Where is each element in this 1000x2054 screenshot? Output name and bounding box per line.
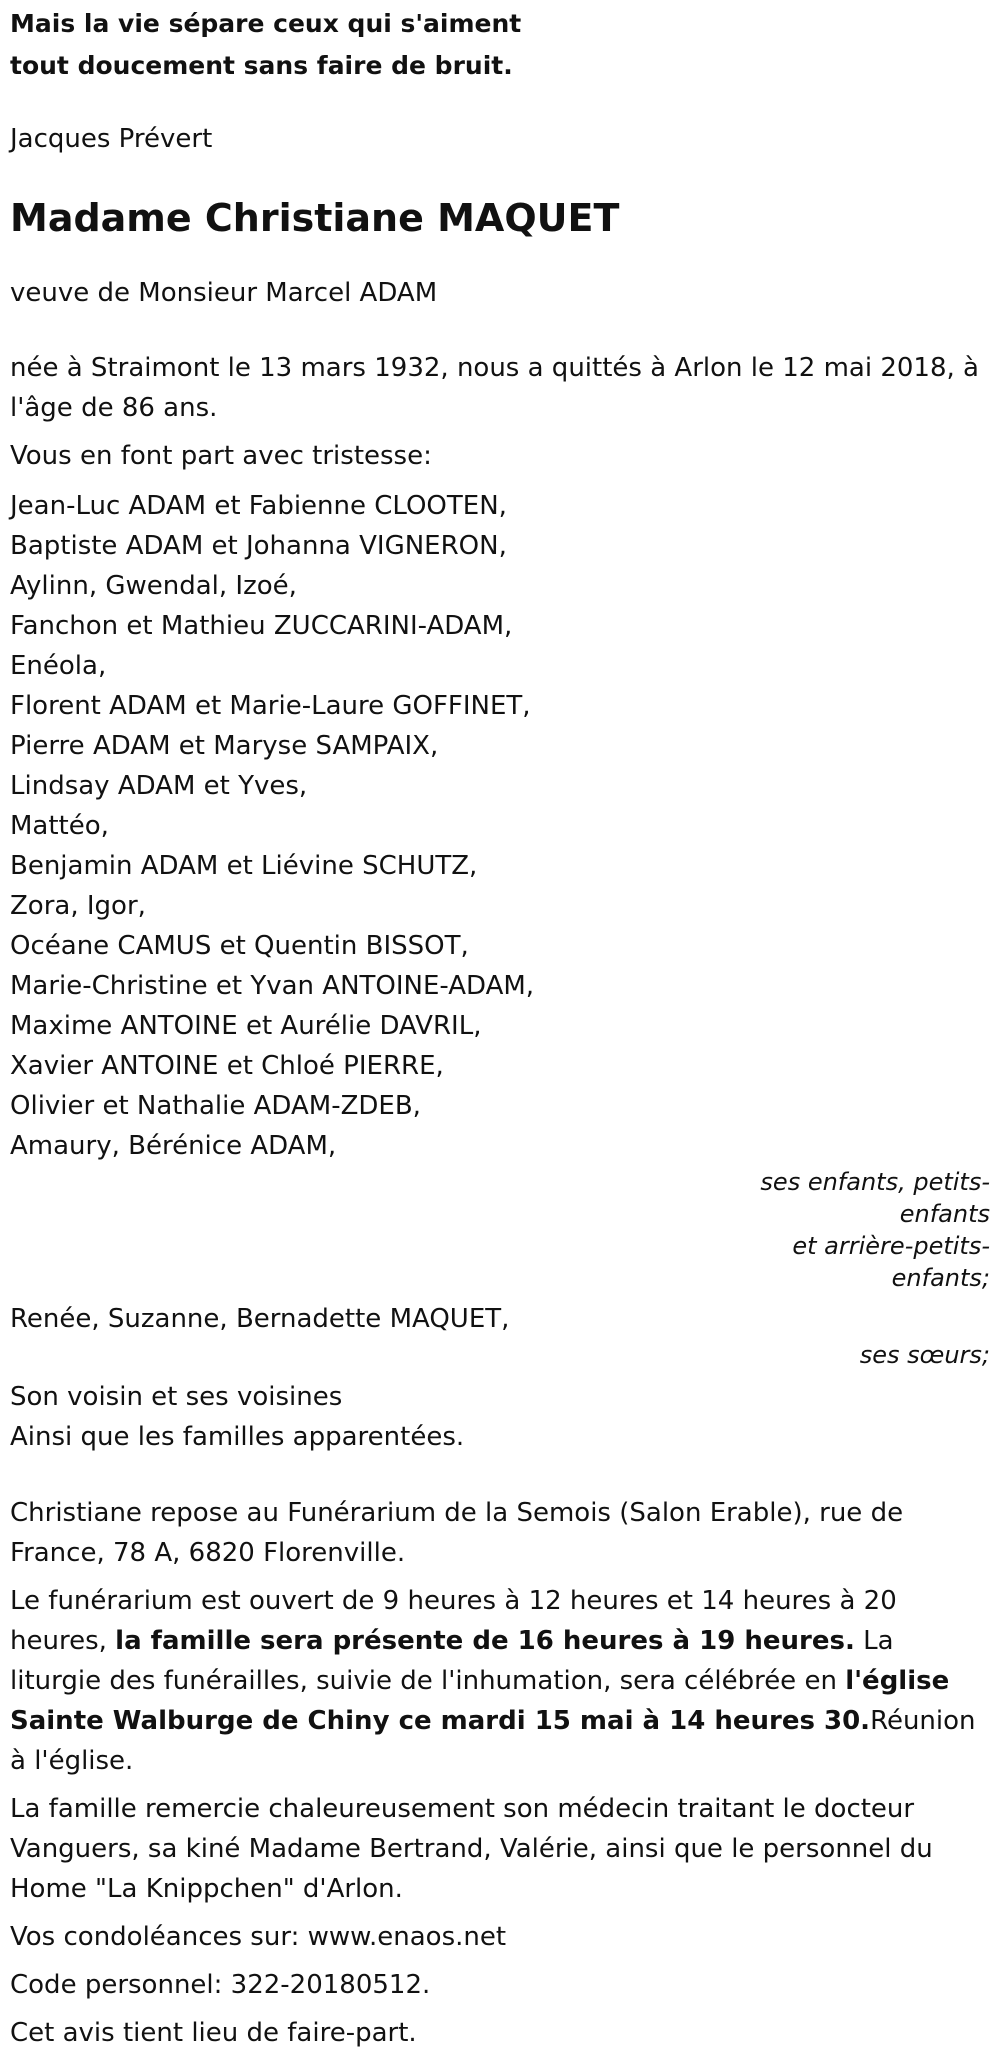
family-list: [10, 486, 990, 1166]
obituary-notice: [10, 0, 990, 2053]
personal-code: Code personnel: 322-20180512.: [10, 1970, 431, 2000]
funeral-liturgy: La liturgie des funérailles, suivie de l'inhumation, sera célébrée en: [10, 1626, 894, 1696]
poem-quote: [10, 3, 990, 87]
family-member: Marie-Christine et Yvan ANTOINE-ADAM,: [10, 971, 535, 1001]
family-member: Florent ADAM et Marie-Laure GOFFINET,: [10, 691, 531, 721]
condolences-info: Vos condoléances sur: www.enaos.net: [10, 1922, 507, 1952]
repose-info: Christiane repose au Funérarium de la Semois (Salon Erable), rue de France, 78 A, 6820 Florenville.: [10, 1498, 904, 1568]
family-member: Enéola,: [10, 651, 107, 681]
family-presence: la famille sera présente de 16 heures à 19 heures.: [115, 1626, 855, 1656]
announce-line: Vous en font part avec tristesse:: [10, 441, 432, 471]
family-member: Olivier et Nathalie ADAM-ZDEB,: [10, 1091, 421, 1121]
relation-children-line-3: et arrière-petits-: [792, 1232, 990, 1260]
family-member: Mattéo,: [10, 811, 109, 841]
closing-note: Cet avis tient lieu de faire-part.: [10, 2018, 417, 2048]
sisters-names: Renée, Suzanne, Bernadette MAQUET,: [10, 1304, 510, 1334]
family-member: Aylinn, Gwendal, Izoé,: [10, 571, 297, 601]
relation-children: [10, 1166, 990, 1294]
families-line: Ainsi que les familles apparentées.: [10, 1422, 465, 1452]
family-member: Maxime ANTOINE et Aurélie DAVRIL,: [10, 1011, 482, 1041]
family-member: Benjamin ADAM et Liévine SCHUTZ,: [10, 851, 478, 881]
relation-children-line-1: ses enfants, petits-: [760, 1168, 990, 1196]
deceased-name: Madame Christiane MAQUET: [10, 196, 620, 240]
relation-sisters: ses sœurs;: [859, 1341, 990, 1369]
family-member: Fanchon et Mathieu ZUCCARINI-ADAM,: [10, 611, 513, 641]
widow-of: veuve de Monsieur Marcel ADAM: [10, 278, 438, 308]
quote-author: Jacques Prévert: [10, 124, 213, 154]
family-member: Pierre ADAM et Maryse SAMPAIX,: [10, 731, 439, 761]
family-member: Zora, Igor,: [10, 891, 146, 921]
family-member: Baptiste ADAM et Johanna VIGNERON,: [10, 531, 507, 561]
funeral-reunion: Réunion à l'église.: [10, 1706, 976, 1776]
family-member: Océane CAMUS et Quentin BISSOT,: [10, 931, 469, 961]
relation-children-line-4: enfants;: [891, 1264, 990, 1292]
quote-line-2: tout doucement sans faire de bruit.: [10, 51, 513, 80]
family-member: Jean-Luc ADAM et Fabienne CLOOTEN,: [10, 491, 507, 521]
family-member: Amaury, Bérénice ADAM,: [10, 1131, 337, 1161]
birth-death-info: née à Straimont le 13 mars 1932, nous a quittés à Arlon le 12 mai 2018, à l'âge de 86 ans.: [10, 353, 979, 423]
funeral-info: [10, 1581, 990, 1781]
funeral-hours: Le funérarium est ouvert de 9 heures à 12 heures et 14 heures à 20 heures,: [10, 1586, 897, 1656]
funeral-church: l'église Sainte Walburge de Chiny ce mardi 15 mai à 14 heures 30.: [10, 1666, 950, 1736]
neighbors-line: Son voisin et ses voisines: [10, 1382, 343, 1412]
family-member: Xavier ANTOINE et Chloé PIERRE,: [10, 1051, 444, 1081]
thanks-info: La famille remercie chaleureusement son médecin traitant le docteur Vanguers, sa kiné Madame Bertrand, Valérie, ainsi que le personnel du Home "La Knippchen" d'Arlon.: [10, 1794, 933, 1904]
family-member: Lindsay ADAM et Yves,: [10, 771, 308, 801]
relation-children-line-2: enfants: [899, 1200, 990, 1228]
quote-line-1: Mais la vie sépare ceux qui s'aiment: [10, 9, 522, 38]
